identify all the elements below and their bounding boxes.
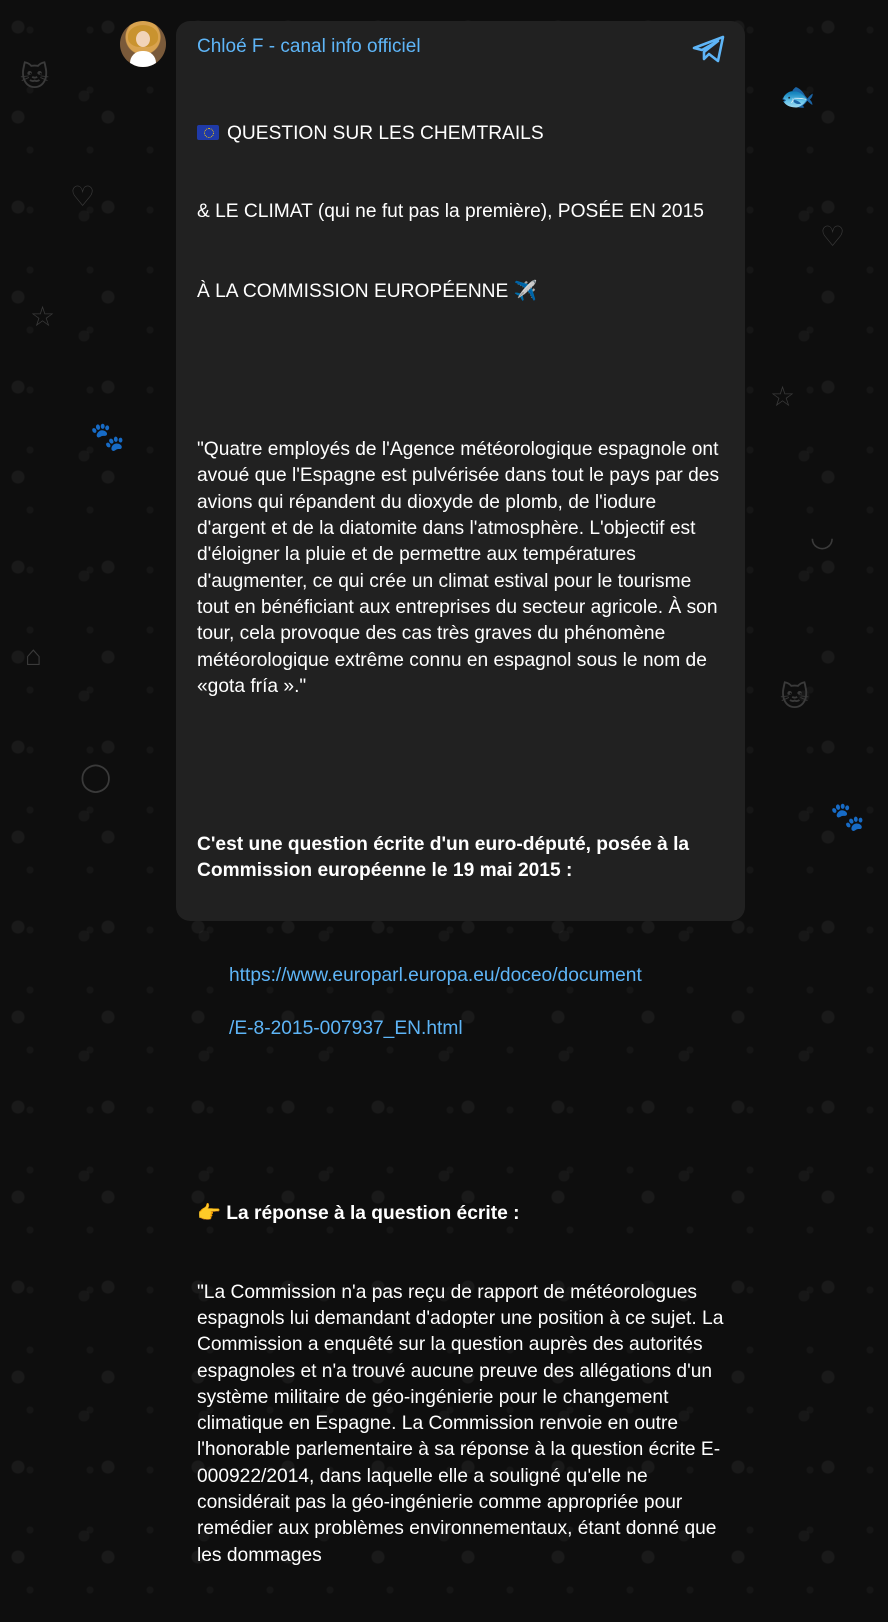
quote-spanish-agency: "Quatre employés de l'Agence météorologique espagnole ont avoué que l'Espagne est pulvérisée dans tout le pays par des avions qui répandent du dioxyde de plomb, de l'iodure d'argent et de la diatomite dans l'atmosphère. L'objectif est d'éloigner la pluie et de permettre aux températures d'augmenter, ce qui crée un climat estival pour le tourisme tout en bénéficiant aux entreprises du secteur agricole. À son tour, cela provoque des cas très graves du phénomène météorologique extrême connu en espagnol sous le nom de «gota fría »." [197,439,725,697]
background-doodle-balloon-icon: ◯ [80,761,112,792]
eu-flag-icon [197,125,219,140]
background-doodle-fish-icon: 🐟 [780,81,815,112]
background-doodle-bowl-icon: ◡ [810,521,835,552]
bold-intro: C'est une question écrite d'un euro-député, posée à la Commission européenne le 19 mai 2015 : [197,833,695,881]
telegram-share-icon[interactable] [692,35,726,63]
title-line3-text: À LA COMMISSION EUROPÉENNE [197,281,509,303]
message-title-line1 [197,121,727,147]
background-doodle-star-icon: ☆ [30,301,56,332]
quote-commission-answer: "La Commission n'a pas reçu de rapport de météorologues espagnols lui demandant d'adopter une position à ce sujet. La Commission a enquêté sur la question auprès des autorités espagnoles et n'a trouvé aucune preuve des allégations d'un système militaire de géo-ingénierie pour le changement climatique en Espagne. La Commission renvoie en outre l'honorable parlementaire à sa réponse à la question écrite E-000922/2014, dans laquelle elle a souligné qu'elle ne considérait pas la géo-ingénierie comme appropriée pour remédier aux problèmes environnementaux, étant donné que les dommages [197,1281,729,1566]
airplane-icon: ✈️ [513,279,538,303]
avatar-shirt [130,51,156,67]
link-line2: /E-8-2015-007937_EN.html [229,1017,463,1039]
background-doodle-paw-icon: 🐾 [90,421,125,452]
channel-avatar[interactable] [120,21,166,67]
europarl-link[interactable] [197,937,727,1068]
background-doodle-cat-icon: 🐱 [20,61,50,92]
background-doodle-heart-icon: ♡ [70,181,96,212]
background-doodle-house-icon: ⌂ [25,640,42,671]
message-title-line3 [197,278,727,305]
link-line1: https://www.europarl.europa.eu/doceo/document [229,965,642,987]
answer-heading-text: La réponse à la question écrite : [226,1202,520,1224]
answer-heading [197,1200,727,1227]
pointing-right-icon: 👉 [197,1200,221,1224]
message-text [197,68,727,1622]
message-title-line2: & LE CLIMAT (qui ne fut pas la première), POSÉE EN 2015 [197,201,704,223]
channel-name[interactable]: Chloé F - canal info officiel [197,36,421,57]
message-bubble [176,21,745,1566]
background-doodle-paw-icon: 🐾 [830,801,865,832]
avatar-face [136,31,150,47]
background-doodle-heart-icon: ♡ [820,221,846,252]
title-line1-text: QUESTION SUR LES CHEMTRAILS [227,122,544,144]
background-doodle-star-icon: ☆ [770,381,796,412]
background-doodle-cat-icon: 🐱 [780,681,810,712]
